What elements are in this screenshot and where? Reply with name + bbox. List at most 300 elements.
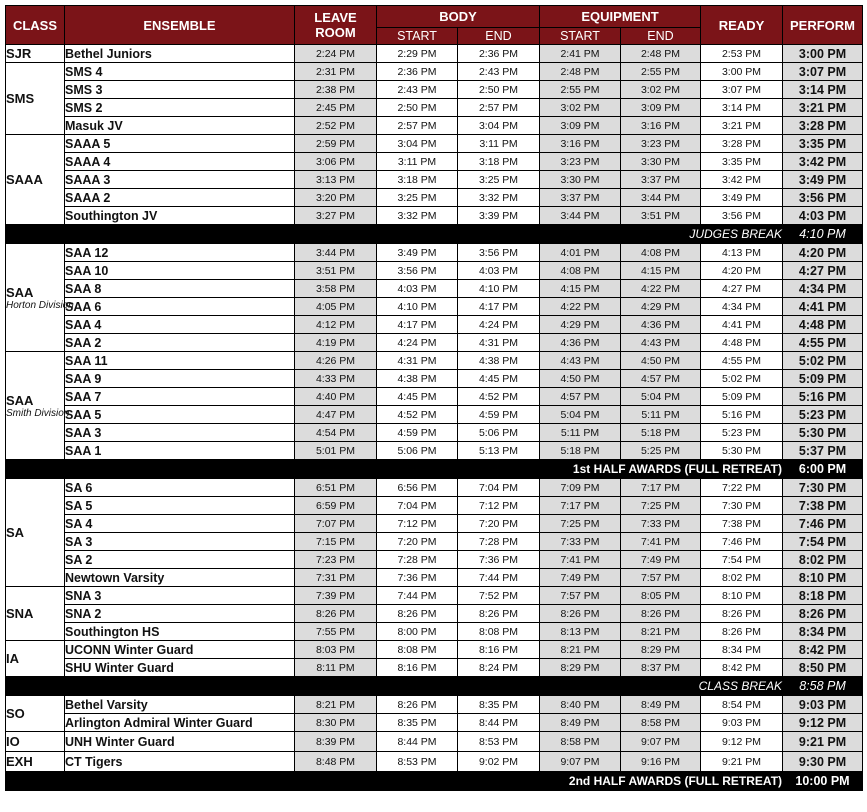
ensemble-name: Arlington Admiral Winter Guard	[65, 714, 295, 732]
perform-time: 8:42 PM	[783, 641, 863, 659]
table-row	[6, 752, 863, 772]
equipment-end-time: 4:15 PM	[621, 262, 701, 280]
perform-time: 4:34 PM	[783, 280, 863, 298]
equipment-end-time: 8:21 PM	[621, 623, 701, 641]
ready-time: 8:26 PM	[701, 605, 783, 623]
ensemble-name: SAA 9	[65, 370, 295, 388]
body-end-time: 4:38 PM	[458, 352, 540, 370]
class-cell	[6, 63, 65, 135]
table-row	[6, 587, 863, 605]
body-end-time: 2:36 PM	[458, 45, 540, 63]
ready-time: 5:16 PM	[701, 406, 783, 424]
equipment-start-time: 8:29 PM	[540, 659, 621, 677]
break-label: JUDGES BREAK	[6, 225, 783, 244]
table-row	[6, 171, 863, 189]
equipment-start-time: 8:21 PM	[540, 641, 621, 659]
perform-time: 5:23 PM	[783, 406, 863, 424]
ensemble-name: Masuk JV	[65, 117, 295, 135]
table-row	[6, 569, 863, 587]
perform-time: 3:42 PM	[783, 153, 863, 171]
perform-time: 8:50 PM	[783, 659, 863, 677]
body-start-time: 8:26 PM	[377, 605, 458, 623]
equipment-start-time: 5:04 PM	[540, 406, 621, 424]
leave-room-time: 8:48 PM	[295, 752, 377, 772]
ensemble-name: SNA 3	[65, 587, 295, 605]
perform-time: 3:56 PM	[783, 189, 863, 207]
table-row	[6, 659, 863, 677]
leave-room-time: 7:15 PM	[295, 533, 377, 551]
ensemble-name: SAA 1	[65, 442, 295, 460]
class-cell	[6, 641, 65, 677]
class-division: Horton Division	[6, 299, 74, 311]
table-row	[6, 714, 863, 732]
body-end-time: 4:17 PM	[458, 298, 540, 316]
perform-time: 4:20 PM	[783, 244, 863, 262]
body-start-time: 5:06 PM	[377, 442, 458, 460]
ready-time: 5:30 PM	[701, 442, 783, 460]
body-end-time: 2:43 PM	[458, 63, 540, 81]
equipment-end-time: 3:51 PM	[621, 207, 701, 225]
body-start-time: 7:28 PM	[377, 551, 458, 569]
class-cell	[6, 587, 65, 641]
equipment-end-time: 4:50 PM	[621, 352, 701, 370]
body-start-time: 3:18 PM	[377, 171, 458, 189]
body-start-time: 2:36 PM	[377, 63, 458, 81]
body-end-time: 7:44 PM	[458, 569, 540, 587]
body-start-time: 4:17 PM	[377, 316, 458, 334]
body-start-time: 4:31 PM	[377, 352, 458, 370]
perform-time: 3:49 PM	[783, 171, 863, 189]
table-row	[6, 515, 863, 533]
break-time: 6:00 PM	[783, 460, 863, 479]
equipment-end-time: 7:17 PM	[621, 479, 701, 497]
ready-time: 7:54 PM	[701, 551, 783, 569]
equipment-start-time: 5:18 PM	[540, 442, 621, 460]
equipment-end-time: 3:44 PM	[621, 189, 701, 207]
equipment-end-time: 7:25 PM	[621, 497, 701, 515]
equipment-end-time: 3:16 PM	[621, 117, 701, 135]
class-label: SMS	[6, 91, 35, 106]
header-perform: PERFORM	[783, 6, 863, 45]
perform-time: 5:09 PM	[783, 370, 863, 388]
equipment-end-time: 4:43 PM	[621, 334, 701, 352]
body-start-time: 3:49 PM	[377, 244, 458, 262]
table-row	[6, 696, 863, 714]
equipment-end-time: 9:07 PM	[621, 732, 701, 752]
body-end-time: 4:31 PM	[458, 334, 540, 352]
ensemble-name: SAAA 4	[65, 153, 295, 171]
ensemble-name: UNH Winter Guard	[65, 732, 295, 752]
leave-room-time: 3:27 PM	[295, 207, 377, 225]
ensemble-name: SAA 7	[65, 388, 295, 406]
header-body: BODY	[377, 6, 540, 28]
body-end-time: 3:32 PM	[458, 189, 540, 207]
ready-time: 3:21 PM	[701, 117, 783, 135]
body-start-time: 3:32 PM	[377, 207, 458, 225]
perform-time: 4:48 PM	[783, 316, 863, 334]
body-end-time: 2:57 PM	[458, 99, 540, 117]
leave-room-time: 4:54 PM	[295, 424, 377, 442]
body-end-time: 2:50 PM	[458, 81, 540, 99]
perform-time: 7:30 PM	[783, 479, 863, 497]
class-cell	[6, 696, 65, 732]
class-cell	[6, 135, 65, 225]
equipment-start-time: 7:49 PM	[540, 569, 621, 587]
table-row	[6, 623, 863, 641]
ready-time: 4:20 PM	[701, 262, 783, 280]
ready-time: 4:13 PM	[701, 244, 783, 262]
body-start-time: 4:24 PM	[377, 334, 458, 352]
class-label: SA	[6, 525, 25, 540]
perform-time: 3:00 PM	[783, 45, 863, 63]
leave-room-time: 3:51 PM	[295, 262, 377, 280]
header-equipment-start: START	[540, 28, 621, 45]
break-label: CLASS BREAK	[6, 677, 783, 696]
ensemble-name: SMS 3	[65, 81, 295, 99]
body-start-time: 8:35 PM	[377, 714, 458, 732]
ensemble-name: Southington HS	[65, 623, 295, 641]
ready-time: 4:48 PM	[701, 334, 783, 352]
ensemble-name: SAA 11	[65, 352, 295, 370]
ready-time: 8:42 PM	[701, 659, 783, 677]
body-start-time: 3:25 PM	[377, 189, 458, 207]
table-row	[6, 370, 863, 388]
leave-room-time: 4:26 PM	[295, 352, 377, 370]
break-row	[6, 460, 863, 479]
ready-time: 3:49 PM	[701, 189, 783, 207]
class-cell	[6, 732, 65, 752]
equipment-start-time: 7:17 PM	[540, 497, 621, 515]
perform-time: 4:03 PM	[783, 207, 863, 225]
table-row	[6, 207, 863, 225]
perform-time: 9:03 PM	[783, 696, 863, 714]
break-time: 8:58 PM	[783, 677, 863, 696]
body-start-time: 2:29 PM	[377, 45, 458, 63]
equipment-end-time: 3:09 PM	[621, 99, 701, 117]
class-label: SAAA	[6, 172, 43, 187]
ready-time: 5:09 PM	[701, 388, 783, 406]
body-end-time: 8:08 PM	[458, 623, 540, 641]
table-row	[6, 316, 863, 334]
ready-time: 2:53 PM	[701, 45, 783, 63]
body-end-time: 3:39 PM	[458, 207, 540, 225]
break-label: 1st HALF AWARDS (FULL RETREAT)	[6, 460, 783, 479]
body-start-time: 3:56 PM	[377, 262, 458, 280]
table-row	[6, 63, 863, 81]
ready-time: 8:54 PM	[701, 696, 783, 714]
body-start-time: 7:12 PM	[377, 515, 458, 533]
equipment-start-time: 7:41 PM	[540, 551, 621, 569]
equipment-end-time: 7:57 PM	[621, 569, 701, 587]
perform-time: 7:46 PM	[783, 515, 863, 533]
ensemble-name: SAA 12	[65, 244, 295, 262]
equipment-start-time: 3:44 PM	[540, 207, 621, 225]
ensemble-name: UCONN Winter Guard	[65, 641, 295, 659]
equipment-start-time: 4:15 PM	[540, 280, 621, 298]
ready-time: 4:41 PM	[701, 316, 783, 334]
leave-room-time: 6:59 PM	[295, 497, 377, 515]
ensemble-name: SA 3	[65, 533, 295, 551]
ensemble-name: SAAA 5	[65, 135, 295, 153]
leave-room-time: 3:06 PM	[295, 153, 377, 171]
body-start-time: 4:52 PM	[377, 406, 458, 424]
ready-time: 3:35 PM	[701, 153, 783, 171]
perform-time: 4:27 PM	[783, 262, 863, 280]
equipment-end-time: 4:29 PM	[621, 298, 701, 316]
ready-time: 7:30 PM	[701, 497, 783, 515]
equipment-start-time: 2:55 PM	[540, 81, 621, 99]
equipment-start-time: 3:30 PM	[540, 171, 621, 189]
body-end-time: 4:03 PM	[458, 262, 540, 280]
header-equipment-end: END	[621, 28, 701, 45]
body-end-time: 5:13 PM	[458, 442, 540, 460]
table-row	[6, 45, 863, 63]
equipment-start-time: 4:22 PM	[540, 298, 621, 316]
table-row	[6, 424, 863, 442]
table-row	[6, 135, 863, 153]
ensemble-name: SAA 8	[65, 280, 295, 298]
table-row	[6, 244, 863, 262]
table-row	[6, 262, 863, 280]
body-start-time: 3:11 PM	[377, 153, 458, 171]
ensemble-name: SA 2	[65, 551, 295, 569]
leave-room-time: 7:07 PM	[295, 515, 377, 533]
body-start-time: 4:38 PM	[377, 370, 458, 388]
perform-time: 9:21 PM	[783, 732, 863, 752]
equipment-start-time: 7:09 PM	[540, 479, 621, 497]
ensemble-name: Bethel Varsity	[65, 696, 295, 714]
leave-room-time: 3:58 PM	[295, 280, 377, 298]
equipment-start-time: 4:43 PM	[540, 352, 621, 370]
body-start-time: 2:43 PM	[377, 81, 458, 99]
equipment-end-time: 3:30 PM	[621, 153, 701, 171]
body-start-time: 8:26 PM	[377, 696, 458, 714]
perform-time: 8:26 PM	[783, 605, 863, 623]
body-end-time: 8:26 PM	[458, 605, 540, 623]
body-end-time: 7:04 PM	[458, 479, 540, 497]
ensemble-name: SAA 5	[65, 406, 295, 424]
ready-time: 3:00 PM	[701, 63, 783, 81]
equipment-start-time: 5:11 PM	[540, 424, 621, 442]
equipment-end-time: 8:26 PM	[621, 605, 701, 623]
perform-time: 9:30 PM	[783, 752, 863, 772]
equipment-end-time: 8:58 PM	[621, 714, 701, 732]
ensemble-name: SNA 2	[65, 605, 295, 623]
body-end-time: 8:53 PM	[458, 732, 540, 752]
body-start-time: 4:59 PM	[377, 424, 458, 442]
ensemble-name: SA 4	[65, 515, 295, 533]
leave-room-time: 7:31 PM	[295, 569, 377, 587]
ensemble-name: Southington JV	[65, 207, 295, 225]
body-start-time: 7:44 PM	[377, 587, 458, 605]
equipment-end-time: 4:08 PM	[621, 244, 701, 262]
leave-room-time: 4:05 PM	[295, 298, 377, 316]
leave-room-time: 7:39 PM	[295, 587, 377, 605]
body-end-time: 7:20 PM	[458, 515, 540, 533]
equipment-start-time: 4:01 PM	[540, 244, 621, 262]
leave-room-time: 3:44 PM	[295, 244, 377, 262]
break-row	[6, 772, 863, 791]
ensemble-name: SAA 4	[65, 316, 295, 334]
class-cell	[6, 352, 70, 460]
break-row	[6, 677, 863, 696]
class-label: SAA	[6, 392, 34, 408]
leave-room-time: 8:21 PM	[295, 696, 377, 714]
table-row	[6, 442, 863, 460]
perform-time: 3:35 PM	[783, 135, 863, 153]
ensemble-name: SAA 6	[65, 298, 295, 316]
class-label: SO	[6, 706, 25, 721]
table-row	[6, 732, 863, 752]
equipment-end-time: 7:33 PM	[621, 515, 701, 533]
schedule-table	[5, 5, 863, 791]
equipment-end-time: 9:16 PM	[621, 752, 701, 772]
body-end-time: 7:12 PM	[458, 497, 540, 515]
body-start-time: 8:16 PM	[377, 659, 458, 677]
body-start-time: 4:10 PM	[377, 298, 458, 316]
ensemble-name: SAAA 2	[65, 189, 295, 207]
ready-time: 3:07 PM	[701, 81, 783, 99]
body-end-time: 8:24 PM	[458, 659, 540, 677]
header-ready: READY	[701, 6, 783, 45]
class-cell	[6, 45, 65, 63]
header-leave-room: LEAVE ROOM	[295, 6, 377, 45]
body-start-time: 7:20 PM	[377, 533, 458, 551]
equipment-start-time: 8:40 PM	[540, 696, 621, 714]
ensemble-name: SAAA 3	[65, 171, 295, 189]
body-start-time: 6:56 PM	[377, 479, 458, 497]
class-label: IA	[6, 651, 19, 666]
equipment-start-time: 4:57 PM	[540, 388, 621, 406]
ready-time: 3:28 PM	[701, 135, 783, 153]
body-end-time: 3:04 PM	[458, 117, 540, 135]
body-start-time: 8:44 PM	[377, 732, 458, 752]
body-end-time: 7:36 PM	[458, 551, 540, 569]
ensemble-name: SA 6	[65, 479, 295, 497]
equipment-end-time: 8:37 PM	[621, 659, 701, 677]
break-time: 10:00 PM	[783, 772, 863, 791]
equipment-start-time: 7:25 PM	[540, 515, 621, 533]
ready-time: 7:46 PM	[701, 533, 783, 551]
perform-time: 8:10 PM	[783, 569, 863, 587]
ensemble-name: SA 5	[65, 497, 295, 515]
leave-room-time: 4:40 PM	[295, 388, 377, 406]
body-start-time: 7:36 PM	[377, 569, 458, 587]
leave-room-time: 3:13 PM	[295, 171, 377, 189]
leave-room-time: 2:31 PM	[295, 63, 377, 81]
body-start-time: 8:08 PM	[377, 641, 458, 659]
class-cell	[6, 752, 65, 772]
body-start-time: 8:53 PM	[377, 752, 458, 772]
equipment-end-time: 5:04 PM	[621, 388, 701, 406]
table-body	[6, 45, 863, 791]
body-start-time: 4:03 PM	[377, 280, 458, 298]
perform-time: 9:12 PM	[783, 714, 863, 732]
table-row	[6, 388, 863, 406]
leave-room-time: 4:33 PM	[295, 370, 377, 388]
equipment-start-time: 3:09 PM	[540, 117, 621, 135]
leave-room-time: 8:26 PM	[295, 605, 377, 623]
leave-room-time: 2:45 PM	[295, 99, 377, 117]
body-end-time: 8:35 PM	[458, 696, 540, 714]
table-row	[6, 605, 863, 623]
equipment-end-time: 7:41 PM	[621, 533, 701, 551]
equipment-end-time: 4:36 PM	[621, 316, 701, 334]
header-equipment: EQUIPMENT	[540, 6, 701, 28]
leave-room-time: 7:55 PM	[295, 623, 377, 641]
table-row	[6, 497, 863, 515]
body-end-time: 4:52 PM	[458, 388, 540, 406]
body-start-time: 7:04 PM	[377, 497, 458, 515]
leave-room-time: 8:03 PM	[295, 641, 377, 659]
leave-room-time: 4:12 PM	[295, 316, 377, 334]
table-row	[6, 352, 863, 370]
table-row	[6, 533, 863, 551]
class-division: Smith Division	[6, 407, 70, 419]
equipment-end-time: 8:49 PM	[621, 696, 701, 714]
body-start-time: 4:45 PM	[377, 388, 458, 406]
leave-room-time: 8:11 PM	[295, 659, 377, 677]
equipment-start-time: 8:13 PM	[540, 623, 621, 641]
body-end-time: 8:44 PM	[458, 714, 540, 732]
body-end-time: 7:52 PM	[458, 587, 540, 605]
equipment-end-time: 3:02 PM	[621, 81, 701, 99]
equipment-end-time: 3:37 PM	[621, 171, 701, 189]
body-end-time: 4:45 PM	[458, 370, 540, 388]
body-start-time: 2:50 PM	[377, 99, 458, 117]
ready-time: 7:22 PM	[701, 479, 783, 497]
equipment-end-time: 3:23 PM	[621, 135, 701, 153]
ready-time: 3:14 PM	[701, 99, 783, 117]
ensemble-name: SAA 3	[65, 424, 295, 442]
perform-time: 5:37 PM	[783, 442, 863, 460]
class-label: SNA	[6, 606, 34, 621]
ready-time: 8:02 PM	[701, 569, 783, 587]
equipment-end-time: 2:55 PM	[621, 63, 701, 81]
perform-time: 3:07 PM	[783, 63, 863, 81]
break-time: 4:10 PM	[783, 225, 863, 244]
perform-time: 8:02 PM	[783, 551, 863, 569]
table-row	[6, 99, 863, 117]
body-start-time: 8:00 PM	[377, 623, 458, 641]
perform-time: 5:30 PM	[783, 424, 863, 442]
body-end-time: 3:11 PM	[458, 135, 540, 153]
class-cell	[6, 244, 74, 352]
perform-time: 7:38 PM	[783, 497, 863, 515]
table-row	[6, 298, 863, 316]
body-end-time: 4:10 PM	[458, 280, 540, 298]
equipment-start-time: 4:36 PM	[540, 334, 621, 352]
leave-room-time: 8:39 PM	[295, 732, 377, 752]
table-row	[6, 551, 863, 569]
leave-room-time: 6:51 PM	[295, 479, 377, 497]
equipment-start-time: 8:26 PM	[540, 605, 621, 623]
leave-room-time: 8:30 PM	[295, 714, 377, 732]
table-row	[6, 280, 863, 298]
class-label: IO	[6, 734, 20, 749]
break-row	[6, 225, 863, 244]
ensemble-name: SMS 2	[65, 99, 295, 117]
table-row	[6, 641, 863, 659]
leave-room-time: 2:52 PM	[295, 117, 377, 135]
perform-time: 5:16 PM	[783, 388, 863, 406]
perform-time: 4:41 PM	[783, 298, 863, 316]
ready-time: 5:02 PM	[701, 370, 783, 388]
leave-room-time: 2:24 PM	[295, 45, 377, 63]
body-end-time: 8:16 PM	[458, 641, 540, 659]
header-body-start: START	[377, 28, 458, 45]
leave-room-time: 2:59 PM	[295, 135, 377, 153]
